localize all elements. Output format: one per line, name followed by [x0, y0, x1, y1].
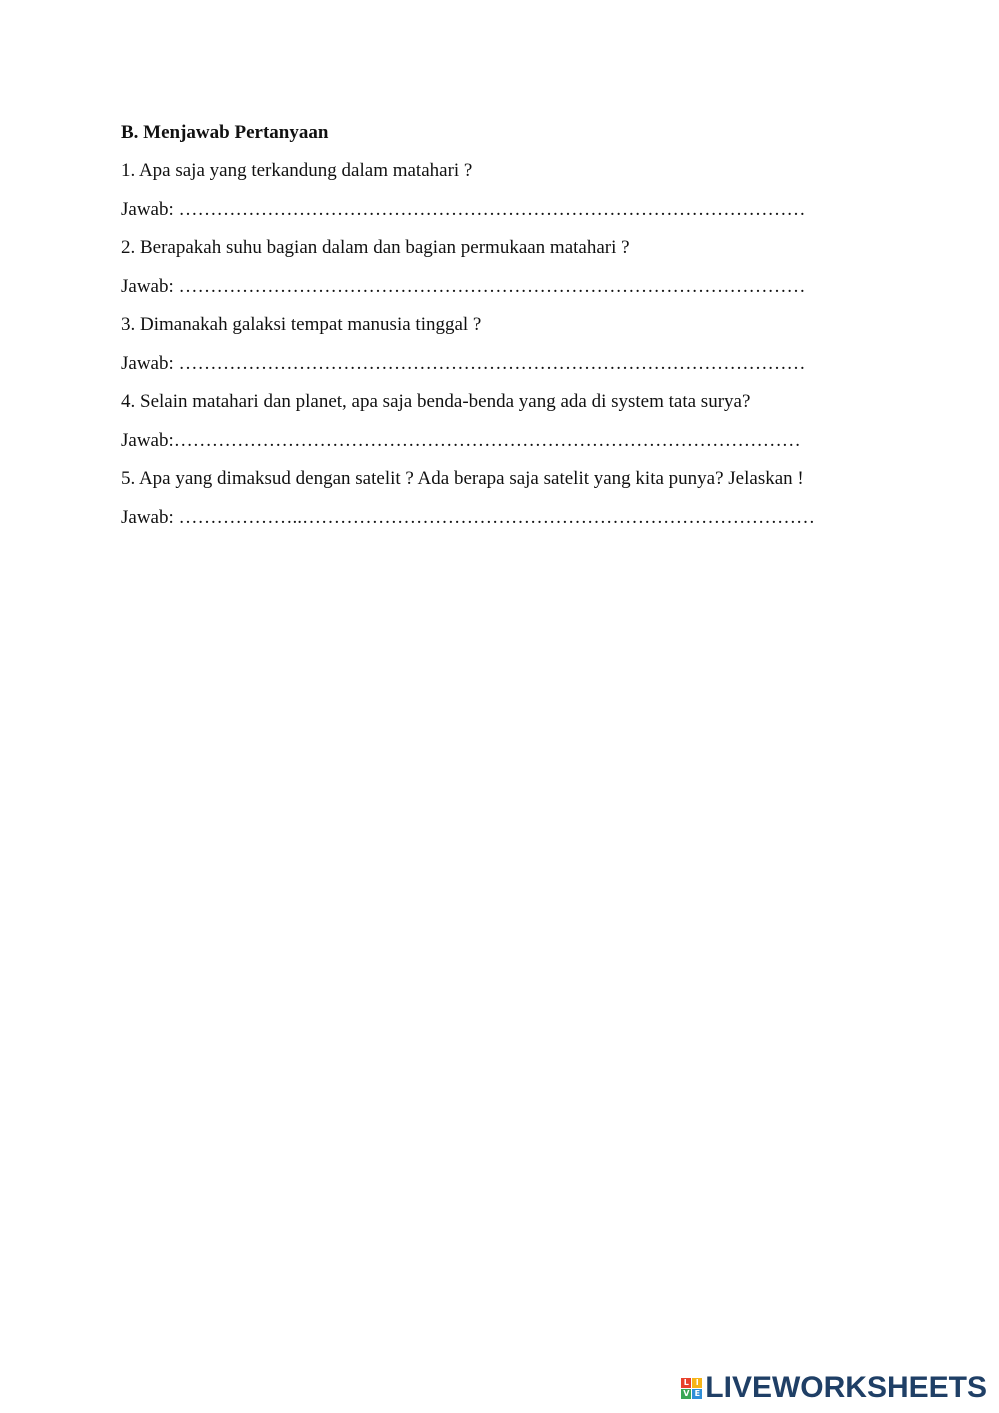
answer-line-2[interactable]: Jawab: ………………………………………………………………………………………	[121, 275, 806, 297]
liveworksheets-logo	[681, 1373, 987, 1403]
logo-mark-cell-e: E	[692, 1389, 702, 1399]
answer-line-5[interactable]: Jawab: ………………..………………………………………………………………………	[121, 506, 816, 528]
logo-mark-cell-i: I	[692, 1378, 702, 1388]
question-4: 4. Selain matahari dan planet, apa saja benda-benda yang ada di system tata surya?	[121, 391, 751, 412]
answer-line-3[interactable]: Jawab: ………………………………………………………………………………………	[121, 352, 806, 374]
question-3: 3. Dimanakah galaksi tempat manusia tinggal ?	[121, 314, 482, 335]
worksheet-content	[121, 120, 861, 543]
answer-line-4[interactable]: Jawab:………………………………………………………………………………………	[121, 429, 801, 451]
section-heading: B. Menjawab Pertanyaan	[121, 122, 329, 143]
liveworksheets-wordmark: LIVEWORKSHEETS	[705, 1371, 987, 1404]
answer-line-1[interactable]: Jawab: ………………………………………………………………………………………	[121, 198, 806, 220]
liveworksheets-mark-icon	[681, 1378, 702, 1399]
logo-mark-cell-v: V	[683, 1388, 690, 1398]
logo-mark-cell-l: L	[681, 1378, 691, 1388]
question-5: 5. Apa yang dimaksud dengan satelit ? Ada berapa saja satelit yang kita punya? Jelaskan !	[121, 468, 804, 489]
question-2: 2. Berapakah suhu bagian dalam dan bagian permukaan matahari ?	[121, 237, 630, 258]
question-1: 1. Apa saja yang terkandung dalam matahari ?	[121, 160, 473, 181]
